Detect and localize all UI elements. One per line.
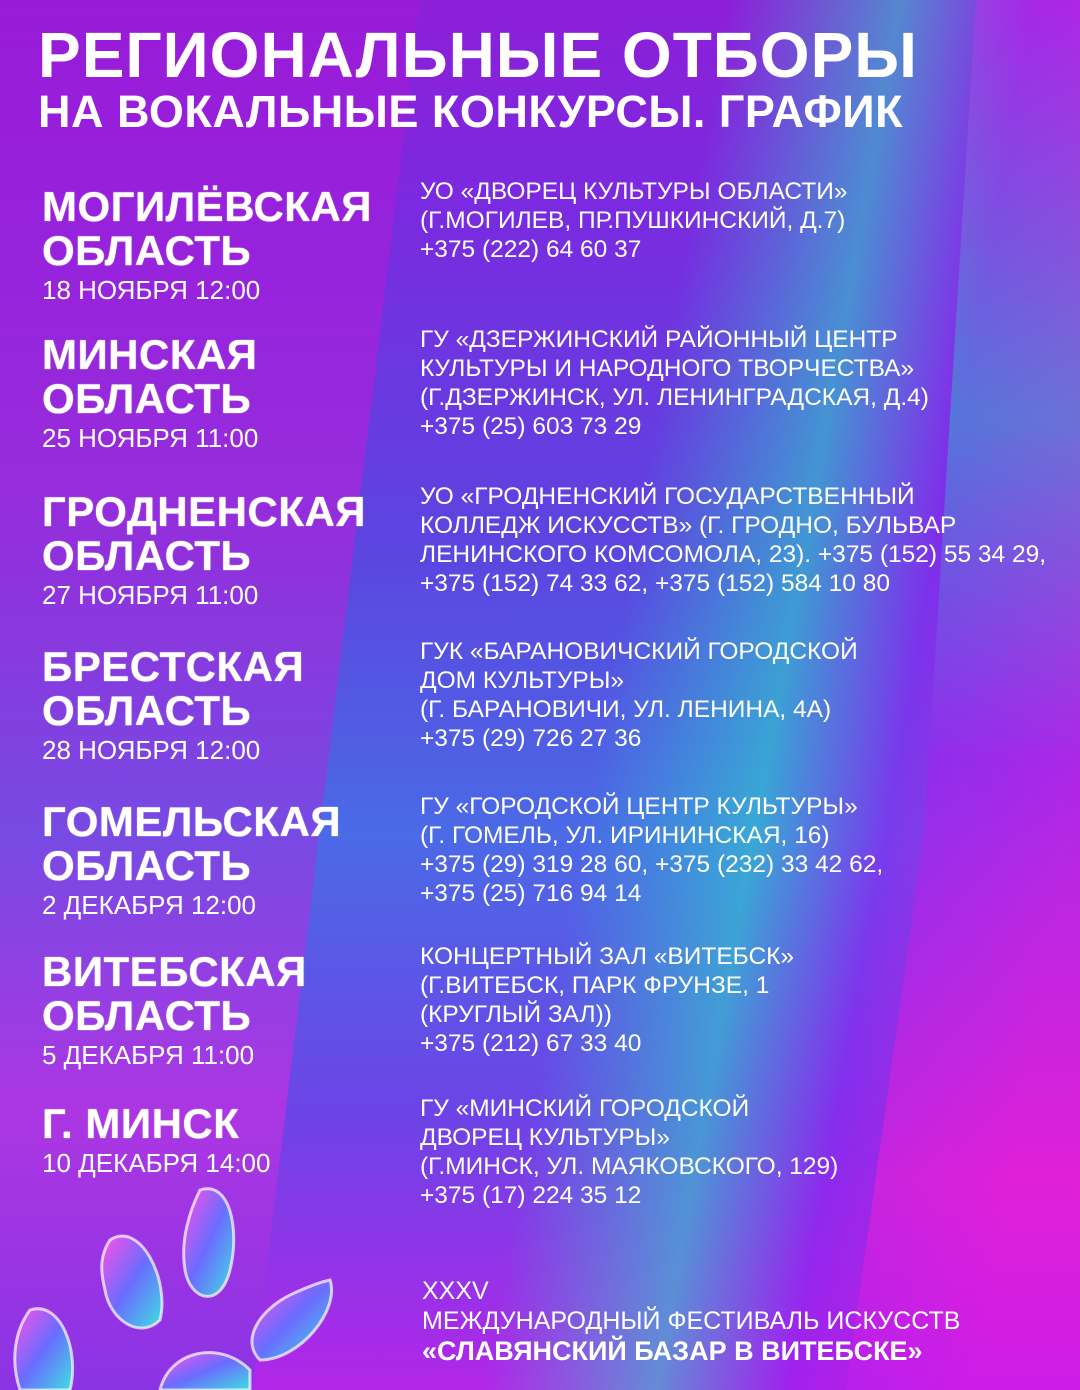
region-name-line: МИНСКАЯ <box>42 331 258 378</box>
venue-info-line: +375 (29) 319 28 60, +375 (232) 33 42 62, <box>420 851 884 878</box>
flower-logo-icon <box>0 1170 380 1390</box>
event-date: 10 ДЕКАБРЯ 14:00 <box>42 1148 271 1178</box>
region-name <box>42 1102 239 1146</box>
region-name-line: МОГИЛЁВСКАЯ <box>42 183 372 230</box>
region-name-line: ГРОДНЕНСКАЯ <box>42 488 366 535</box>
region-name-line: БРЕСТСКАЯ <box>42 643 305 690</box>
venue-info-line: +375 (152) 74 33 62, +375 (152) 584 10 80 <box>420 570 890 597</box>
title-line2: НА ВОКАЛЬНЫЕ КОНКУРСЫ. ГРАФИК <box>38 86 904 137</box>
venue-info <box>420 325 929 441</box>
venue-info <box>420 1094 838 1210</box>
background-wave <box>820 0 1080 1390</box>
venue-info-line: КОЛЛЕДЖ ИСКУССТВ» (Г. ГРОДНО, БУЛЬВАР <box>420 512 957 539</box>
venue-info-line: +375 (25) 603 73 29 <box>420 413 642 440</box>
festival-line2: «СЛАВЯНСКИЙ БАЗАР В ВИТЕБСКЕ» <box>422 1336 923 1366</box>
venue-info-line: УО «ДВОРЕЦ КУЛЬТУРЫ ОБЛАСТИ» <box>420 178 848 205</box>
region-name-line: ОБЛАСТЬ <box>42 375 252 422</box>
venue-info-line: (Г.МИНСК, УЛ. МАЯКОВСКОГО, 129) <box>420 1153 839 1180</box>
venue-info-line: ГУ «ГОРОДСКОЙ ЦЕНТР КУЛЬТУРЫ» <box>420 793 858 820</box>
region-name <box>42 490 366 578</box>
region-name-line: ОБЛАСТЬ <box>42 842 252 889</box>
venue-info-line: ДВОРЕЦ КУЛЬТУРЫ» <box>420 1124 670 1151</box>
region-name-line: Г. МИНСК <box>42 1100 240 1147</box>
venue-info <box>420 942 794 1058</box>
venue-info-line: +375 (25) 716 94 14 <box>420 880 642 907</box>
venue-info-line: (Г. БАРАНОВИЧИ, УЛ. ЛЕНИНА, 4А) <box>420 696 832 723</box>
region-name <box>42 800 341 888</box>
region-name-line: ВИТЕБСКАЯ <box>42 948 307 995</box>
region-name-line: ОБЛАСТЬ <box>42 992 252 1039</box>
venue-info-line: (Г.МОГИЛЕВ, ПР.ПУШКИНСКИЙ, Д.7) <box>420 207 846 234</box>
event-date: 25 НОЯБРЯ 11:00 <box>42 423 259 453</box>
venue-info-line: (КРУГЛЫЙ ЗАЛ)) <box>420 1001 612 1028</box>
venue-info-line: ЛЕНИНСКОГО КОМСОМОЛА, 23). +375 (152) 55 34 29, <box>420 541 1047 568</box>
title-line1: РЕГИОНАЛЬНЫЕ ОТБОРЫ <box>38 19 918 91</box>
event-date: 28 НОЯБРЯ 12:00 <box>42 735 261 765</box>
region-name <box>42 950 307 1038</box>
venue-info-line: ДОМ КУЛЬТУРЫ» <box>420 667 625 694</box>
event-date: 18 НОЯБРЯ 12:00 <box>42 275 261 305</box>
venue-info-line: ГУК «БАРАНОВИЧСКИЙ ГОРОДСКОЙ <box>420 638 858 665</box>
region-name-line: ГОМЕЛЬСКАЯ <box>42 798 342 845</box>
venue-info <box>420 482 1046 598</box>
venue-info-line: +375 (212) 67 33 40 <box>420 1030 642 1057</box>
venue-info <box>420 792 883 908</box>
region-name-line: ОБЛАСТЬ <box>42 687 252 734</box>
venue-info-line: УО «ГРОДНЕНСКИЙ ГОСУДАРСТВЕННЫЙ <box>420 483 915 510</box>
venue-info-line: КОНЦЕРТНЫЙ ЗАЛ «ВИТЕБСК» <box>420 943 795 970</box>
venue-info-line: (Г.ДЗЕРЖИНСК, УЛ. ЛЕНИНГРАДСКАЯ, Д.4) <box>420 384 929 411</box>
venue-info-line: +375 (222) 64 60 37 <box>420 236 642 263</box>
venue-info-line: ГУ «МИНСКИЙ ГОРОДСКОЙ <box>420 1095 750 1122</box>
festival-footer <box>422 1276 960 1366</box>
venue-info-line: ГУ «ДЗЕРЖИНСКИЙ РАЙОННЫЙ ЦЕНТР <box>420 326 898 353</box>
region-name-line: ОБЛАСТЬ <box>42 532 252 579</box>
region-name <box>42 645 304 733</box>
region-name <box>42 333 258 421</box>
venue-info <box>420 177 848 264</box>
venue-info <box>420 637 858 753</box>
venue-info-line: (Г. ГОМЕЛЬ, УЛ. ИРИНИНСКАЯ, 16) <box>420 822 830 849</box>
event-date: 5 ДЕКАБРЯ 11:00 <box>42 1040 255 1070</box>
venue-info-line: +375 (17) 224 35 12 <box>420 1182 642 1209</box>
event-date: 27 НОЯБРЯ 11:00 <box>42 580 259 610</box>
region-name <box>42 185 372 273</box>
festival-edition: XXXV <box>422 1277 489 1305</box>
venue-info-line: +375 (29) 726 27 36 <box>420 725 642 752</box>
event-date: 2 ДЕКАБРЯ 12:00 <box>42 890 257 920</box>
venue-info-line: КУЛЬТУРЫ И НАРОДНОГО ТВОРЧЕСТВА» <box>420 355 915 382</box>
region-name-line: ОБЛАСТЬ <box>42 227 252 274</box>
venue-info-line: (Г.ВИТЕБСК, ПАРК ФРУНЗЕ, 1 <box>420 972 770 999</box>
festival-line1: МЕЖДУНАРОДНЫЙ ФЕСТИВАЛЬ ИСКУССТВ <box>422 1307 961 1335</box>
